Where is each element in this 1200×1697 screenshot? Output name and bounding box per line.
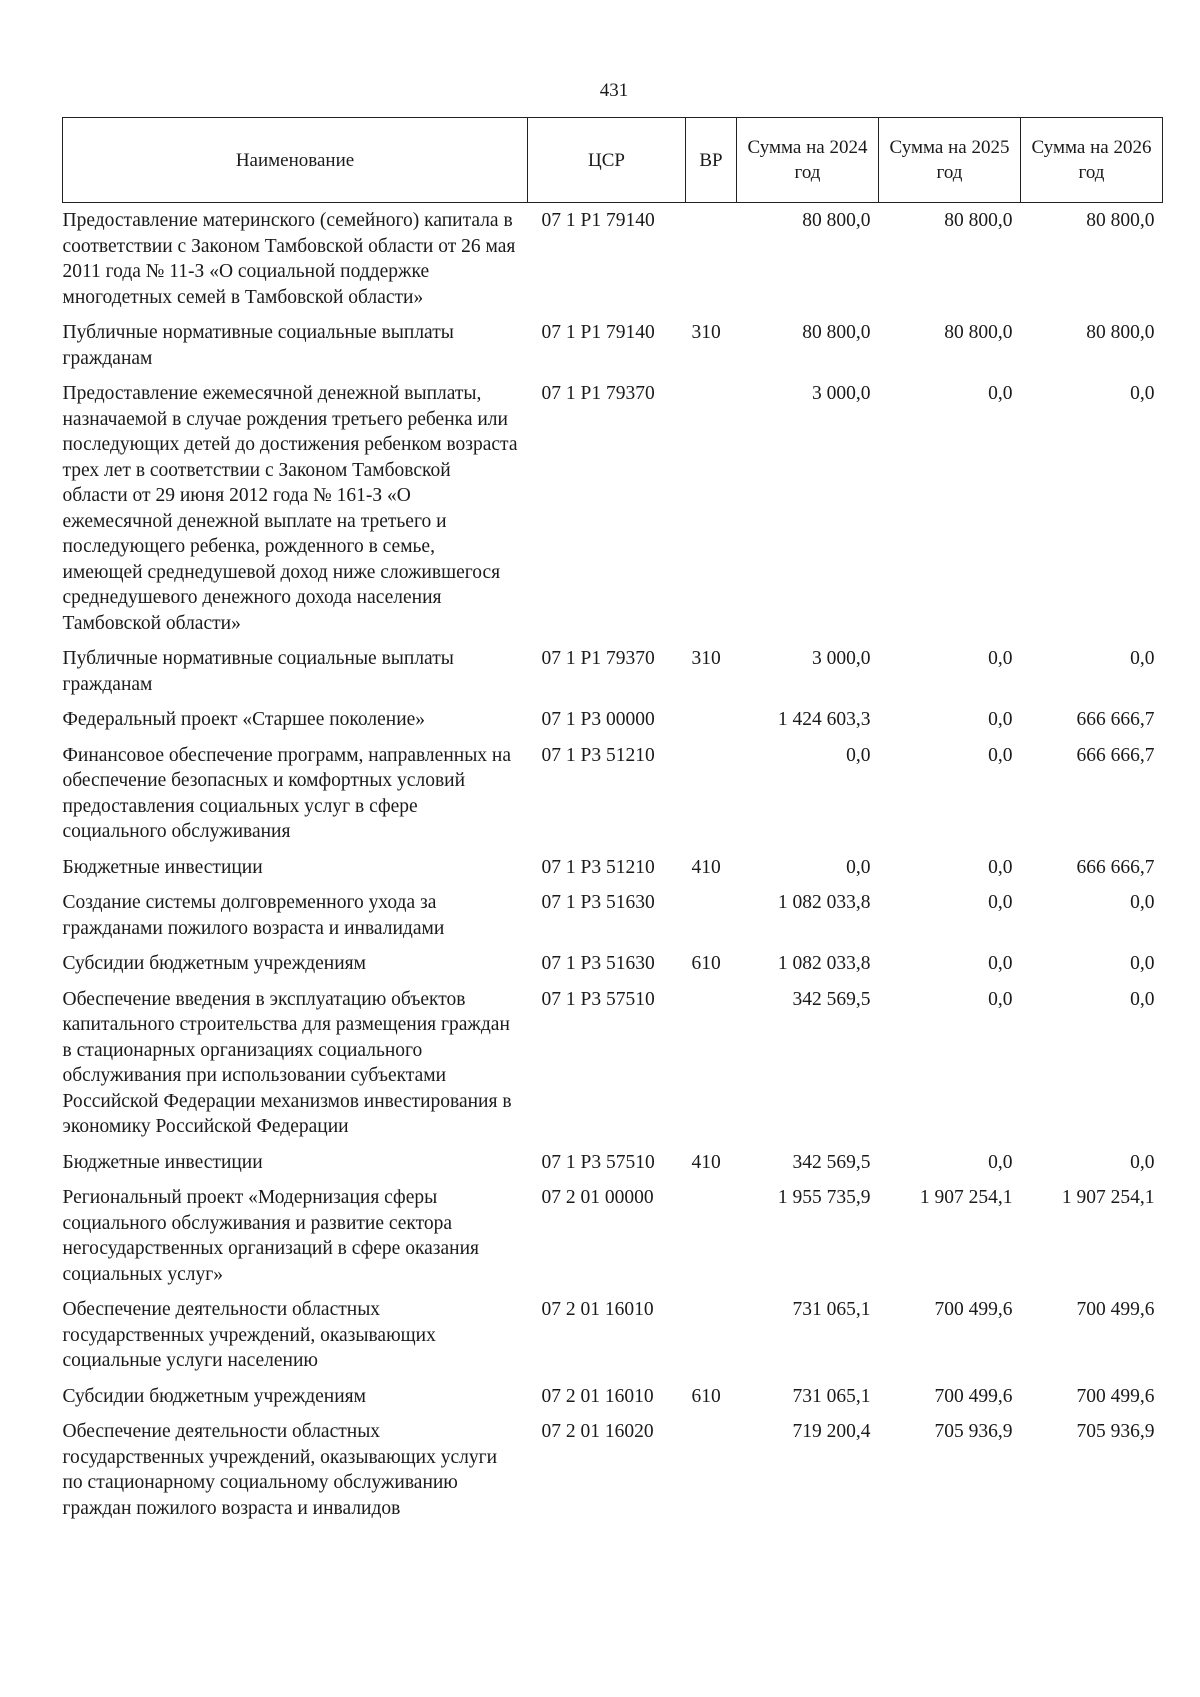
table-row (63, 1145, 1163, 1181)
row-sum-2025: 0,0 (988, 744, 1013, 766)
row-sum-2025: 700 499,6 (934, 1385, 1013, 1407)
row-sum-2026: 0,0 (1130, 1151, 1155, 1173)
row-vr (686, 1292, 737, 1379)
row-sum-2026: 80 800,0 (1086, 210, 1155, 231)
row-name: Обеспечение деятельности областных государственных учреждений, оказывающих услуги по стационарному социальному обслуживанию граждан пожилого возраста и инвалидов (62, 1421, 498, 1519)
row-name: Бюджетные инвестиции (62, 856, 263, 878)
row-sum-2026: 80 800,0 (1086, 322, 1155, 343)
row-sum-2024: 80 800,0 (802, 322, 871, 343)
row-sum-2026: 700 499,6 (1076, 1299, 1155, 1320)
row-sum-2024: 80 800,0 (802, 210, 871, 231)
row-name: Предоставление материнского (семейного) капитала в соответствии с Законом Тамбовской области от 26 мая 2011 года № 11-З «О социальной поддержке многодетных семей в Тамбовской области» (62, 210, 516, 308)
row-sum-2024: 3 000,0 (812, 383, 871, 404)
header-vr: ВР (686, 118, 737, 203)
row-vr (686, 1414, 737, 1526)
row-csr: 07 2 01 16010 (541, 1299, 654, 1320)
row-csr: 07 1 P3 51630 (541, 953, 655, 974)
row-csr: 07 1 P3 00000 (541, 709, 655, 730)
row-sum-2024: 1 082 033,8 (777, 953, 871, 974)
row-name: Субсидии бюджетным учреждениям (62, 953, 366, 974)
row-csr: 07 1 P1 79140 (541, 322, 655, 343)
row-csr: 07 1 P3 57510 (541, 1151, 655, 1173)
row-sum-2024: 1 424 603,3 (777, 709, 871, 730)
table-row (63, 738, 1163, 850)
row-vr: 410 (691, 1151, 721, 1173)
row-sum-2025: 0,0 (988, 383, 1013, 404)
row-vr (686, 1180, 737, 1292)
row-csr: 07 2 01 16010 (541, 1385, 654, 1407)
row-sum-2025: 80 800,0 (944, 210, 1013, 231)
row-name: Публичные нормативные социальные выплаты гражданам (62, 322, 454, 369)
header-sum-2024: Сумма на 2024 год (737, 118, 879, 203)
row-csr: 07 1 P3 51210 (541, 856, 655, 878)
table-row (63, 982, 1163, 1145)
row-sum-2024: 731 065,1 (792, 1299, 871, 1320)
budget-table (62, 117, 1162, 1526)
row-sum-2026: 0,0 (1130, 383, 1155, 404)
row-sum-2024: 1 082 033,8 (777, 892, 871, 913)
row-sum-2026: 0,0 (1130, 648, 1155, 669)
row-sum-2024: 342 569,5 (792, 988, 871, 1010)
row-sum-2024: 719 200,4 (792, 1421, 871, 1442)
table-row (63, 946, 1163, 982)
table-row (63, 203, 1163, 316)
row-sum-2026: 666 666,7 (1076, 709, 1155, 730)
table-row (63, 1292, 1163, 1379)
row-sum-2025: 705 936,9 (934, 1421, 1013, 1442)
row-sum-2025: 0,0 (988, 953, 1013, 974)
table-row (63, 885, 1163, 946)
table-row (63, 850, 1163, 886)
row-sum-2025: 1 907 254,1 (919, 1187, 1013, 1208)
row-sum-2026: 0,0 (1130, 953, 1155, 974)
row-csr: 07 1 P3 51630 (541, 892, 655, 913)
row-name: Финансовое обеспечение программ, направленных на обеспечение безопасных и комфортных условий предоставления социальных услуг в сфере социального обслуживания (62, 744, 512, 842)
row-name: Региональный проект «Модернизация сферы социального обслуживания и развитие сектора негосударственных организаций в сфере оказания социальных услуг» (62, 1187, 479, 1285)
header-csr: ЦСР (528, 118, 686, 203)
row-vr (686, 203, 737, 316)
row-csr: 07 1 P1 79370 (541, 648, 655, 669)
row-sum-2025: 0,0 (988, 892, 1013, 913)
header-sum-2026: Сумма на 2026 год (1021, 118, 1163, 203)
table-row (63, 315, 1163, 376)
table-row (63, 1379, 1163, 1415)
row-name: Публичные нормативные социальные выплаты гражданам (62, 648, 454, 695)
page-number: 431 (599, 80, 629, 101)
row-sum-2025: 0,0 (988, 856, 1013, 878)
header-sum-2025: Сумма на 2025 год (879, 118, 1021, 203)
row-sum-2025: 80 800,0 (944, 322, 1013, 343)
row-csr: 07 1 P1 79370 (541, 383, 655, 404)
row-vr (686, 376, 737, 641)
row-sum-2024: 0,0 (846, 744, 871, 766)
table-body (63, 203, 1163, 1527)
row-sum-2025: 700 499,6 (934, 1299, 1013, 1320)
row-sum-2026: 0,0 (1130, 892, 1155, 913)
row-name: Субсидии бюджетным учреждениям (62, 1385, 366, 1407)
row-name: Федеральный проект «Старшее поколение» (62, 709, 426, 730)
row-vr (686, 702, 737, 738)
row-vr (686, 738, 737, 850)
row-sum-2026: 0,0 (1130, 988, 1155, 1010)
row-sum-2026: 666 666,7 (1076, 744, 1155, 766)
row-name: Обеспечение введения в эксплуатацию объектов капитального строительства для размещения граждан в стационарных организациях социального обслуживания при использовании субъектами Российской Федерации механизмов инвестирования в экономику Российской Федерации (62, 988, 512, 1137)
table-row (63, 641, 1163, 702)
row-sum-2026: 666 666,7 (1076, 856, 1155, 878)
row-sum-2024: 0,0 (846, 856, 871, 878)
table-row (63, 376, 1163, 641)
table-row (63, 1414, 1163, 1526)
row-csr: 07 2 01 00000 (541, 1187, 654, 1208)
row-sum-2026: 700 499,6 (1076, 1385, 1155, 1407)
row-vr (686, 982, 737, 1145)
row-sum-2024: 1 955 735,9 (777, 1187, 871, 1208)
row-name: Предоставление ежемесячной денежной выплаты, назначаемой в случае рождения третьего ребенка или последующих детей до достижения ребенком возраста трех лет в соответствии с Законом Тамбовской области от 29 июня 2012 года № 161-З «О ежемесячной денежной выплате на третьего и последующего ребенка, рожденного в семье, имеющей среднедушевой доход ниже сложившегося среднедушевого денежного дохода населения Тамбовской области» (62, 383, 518, 634)
row-vr: 610 (691, 1385, 721, 1407)
row-csr: 07 1 P3 51210 (541, 744, 655, 766)
row-vr: 310 (691, 322, 721, 343)
row-sum-2025: 0,0 (988, 709, 1013, 730)
table-row (63, 1180, 1163, 1292)
header-name: Наименование (63, 118, 528, 203)
row-csr: 07 1 P1 79140 (541, 210, 655, 231)
row-name: Обеспечение деятельности областных государственных учреждений, оказывающих социальные услуги населению (62, 1299, 436, 1371)
row-sum-2026: 1 907 254,1 (1061, 1187, 1155, 1208)
row-sum-2024: 342 569,5 (792, 1151, 871, 1173)
row-name: Бюджетные инвестиции (62, 1151, 263, 1173)
row-sum-2025: 0,0 (988, 988, 1013, 1010)
row-vr: 610 (691, 953, 721, 974)
row-name: Создание системы долговременного ухода за гражданами пожилого возраста и инвалидами (62, 892, 445, 939)
row-sum-2026: 705 936,9 (1076, 1421, 1155, 1442)
row-vr (686, 885, 737, 946)
row-csr: 07 2 01 16020 (541, 1421, 654, 1442)
row-csr: 07 1 P3 57510 (541, 988, 655, 1010)
row-vr: 310 (691, 648, 721, 669)
table-row (63, 702, 1163, 738)
row-sum-2025: 0,0 (988, 1151, 1013, 1173)
row-sum-2024: 3 000,0 (812, 648, 871, 669)
row-sum-2025: 0,0 (988, 648, 1013, 669)
row-sum-2024: 731 065,1 (792, 1385, 871, 1407)
row-vr: 410 (691, 856, 721, 878)
table-header (63, 118, 1163, 203)
